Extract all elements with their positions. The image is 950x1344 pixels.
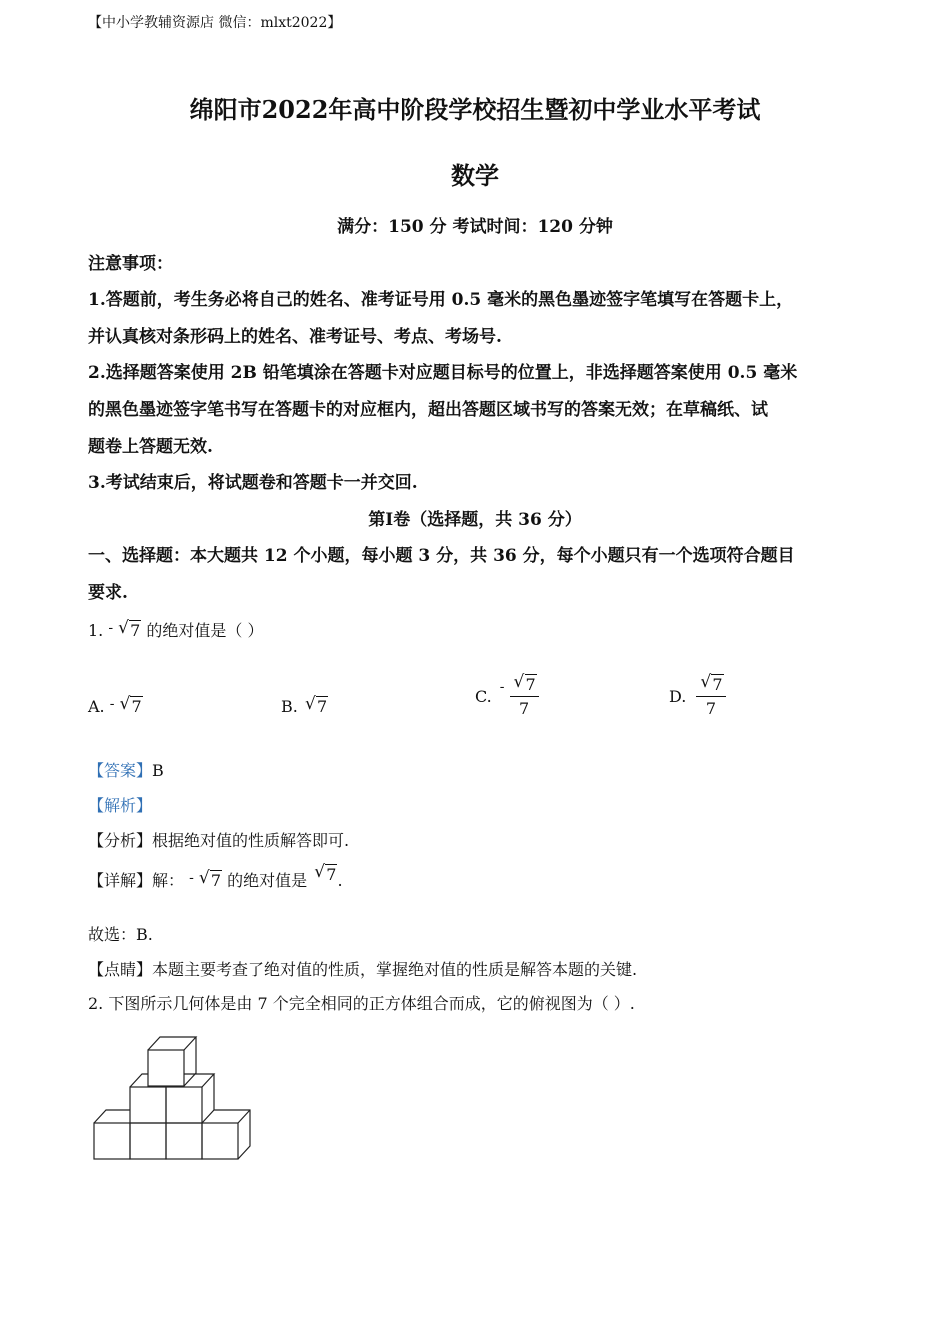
exam-title: 绵阳市2022年高中阶段学校招生暨初中学业水平考试 bbox=[189, 95, 761, 124]
q1-number: 1. bbox=[88, 621, 104, 640]
notice-line-2: 并认真核对条形码上的姓名、准考证号、考点、考场号. bbox=[88, 327, 502, 347]
option-a: A. - √ 7 bbox=[88, 694, 142, 716]
part1-heading: 第Ⅰ卷（选择题，共 36 分） bbox=[368, 510, 582, 530]
dianjing-line: 【点睛】本题主要考查了绝对值的性质，掌握绝对值的性质是解答本题的关键. bbox=[88, 960, 638, 979]
q1-stem bbox=[88, 618, 263, 641]
sqrt-expression: √ 7 bbox=[198, 868, 222, 890]
sqrt-expression: √ 7 bbox=[118, 618, 141, 640]
answer-tag: 【答案】 bbox=[88, 761, 153, 780]
notice-line-6: 3.考试结束后，将试题卷和答题卡一并交回. bbox=[88, 473, 418, 493]
header-note: 【中小学教辅资源店 微信：mlxt2022】 bbox=[88, 15, 342, 31]
sqrt-expression: √ 7 bbox=[119, 694, 142, 716]
notice-line-5: 题卷上答题无效. bbox=[88, 437, 213, 457]
minus-sign: - bbox=[108, 620, 114, 636]
fenxi-line: 【分析】根据绝对值的性质解答即可. bbox=[88, 831, 350, 850]
notice-line-4: 的黑色墨迹签字笔书写在答题卡的对应框内，超出答题区域书写的答案无效；在草稿纸、试 bbox=[88, 400, 768, 420]
answer-line bbox=[88, 758, 164, 781]
sqrt-expression: √ 7 bbox=[513, 672, 536, 694]
fraction: √ 7 7 bbox=[510, 675, 539, 718]
cube-figure bbox=[88, 1030, 258, 1165]
exam-meta: 满分：150 分 考试时间：120 分钟 bbox=[337, 217, 613, 237]
option-c: C. - √ 7 7 bbox=[475, 675, 539, 718]
option-d: D. √ 7 7 bbox=[669, 675, 726, 718]
q2-stem: 2. 下图所示几何体是由 7 个完全相同的正方体组合而成，它的俯视图为（ ）. bbox=[88, 994, 635, 1013]
answer-value: B bbox=[152, 761, 164, 780]
guxuan-line: 故选：B. bbox=[88, 925, 153, 944]
sqrt-expression: √ 7 bbox=[700, 672, 723, 694]
sqrt-expression: √ 7 bbox=[314, 862, 337, 884]
part1-instruction-1: 一、选择题：本大题共 12 个小题，每小题 3 分，共 36 分，每个小题只有一个选项符合题目 bbox=[88, 546, 795, 566]
notice-line-1: 1.答题前，考生务必将自己的姓名、准考证号用 0.5 毫米的黑色墨迹签字笔填写在答题卡上， bbox=[88, 290, 794, 310]
part1-instruction-2: 要求. bbox=[88, 583, 128, 603]
subject-title: 数学 bbox=[451, 161, 499, 190]
option-b: B. √ 7 bbox=[281, 694, 328, 716]
sqrt-expression: √ 7 bbox=[304, 694, 328, 716]
q1-stem-suffix: 的绝对值是（ ） bbox=[146, 621, 264, 640]
fraction: √ 7 7 bbox=[696, 675, 725, 718]
analysis-tag: 【解析】 bbox=[88, 796, 153, 815]
xiangjie-line: 【详解】解： - √ 7 的绝对值是 √ 7. bbox=[88, 862, 343, 890]
notice-heading: 注意事项： bbox=[88, 254, 173, 274]
notice-line-3: 2.选择题答案使用 2B 铅笔填涂在答题卡对应题目标号的位置上，非选择题答案使用 0.5 毫米 bbox=[88, 363, 798, 383]
